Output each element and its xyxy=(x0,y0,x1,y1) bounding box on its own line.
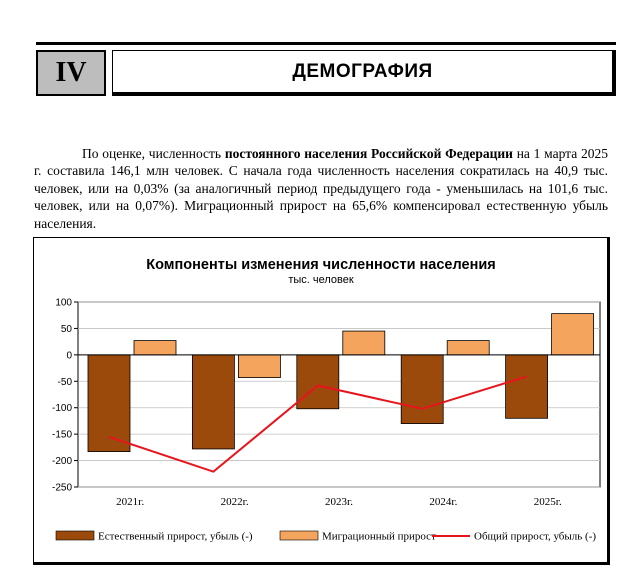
section-title: ДЕМОГРАФИЯ xyxy=(112,50,616,96)
intro-text-start: По оценке, численность xyxy=(82,145,225,161)
x-category-label: 2023г. xyxy=(324,496,354,508)
legend-label-natural: Естественный прирост, убыль (-) xyxy=(98,530,253,543)
y-tick-label: -100 xyxy=(51,403,72,415)
y-tick-label: -50 xyxy=(57,376,72,388)
x-category-label: 2022г. xyxy=(220,496,249,508)
top-rule xyxy=(36,42,616,45)
intro-paragraph xyxy=(34,145,608,233)
chart-title: Компоненты изменения численности населения xyxy=(146,257,496,273)
intro-text-bold: постоянного населения Российской Федерации xyxy=(224,145,513,161)
y-tick-label: 50 xyxy=(60,323,72,335)
bar-natural-increase xyxy=(506,355,548,418)
legend-label-total: Общий прирост, убыль (-) xyxy=(474,530,597,543)
chart-frame xyxy=(33,237,610,565)
bar-migration-increase xyxy=(134,341,176,355)
y-tick-label: -200 xyxy=(51,456,72,468)
bar-natural-increase xyxy=(192,355,234,449)
legend-label-migration: Миграционный прирост xyxy=(322,530,436,543)
legend-swatch-migration xyxy=(280,531,318,540)
bar-natural-increase xyxy=(401,355,443,424)
y-tick-label: -150 xyxy=(51,429,72,441)
section-header xyxy=(36,50,616,98)
legend-swatch-natural xyxy=(56,531,94,540)
bar-migration-increase xyxy=(552,314,594,355)
population-components-chart xyxy=(34,238,608,563)
chart-subtitle: тыс. человек xyxy=(288,274,354,286)
bar-natural-increase xyxy=(297,355,339,409)
y-tick-label: -250 xyxy=(51,482,72,494)
y-tick-label: 0 xyxy=(66,350,72,362)
y-tick-label: 100 xyxy=(55,297,72,309)
bar-migration-increase xyxy=(343,331,385,355)
x-category-label: 2024г. xyxy=(429,496,458,508)
bar-migration-increase xyxy=(447,341,489,355)
x-category-label: 2025г. xyxy=(533,496,562,508)
intro-text-end: на 1 марта 2025 г. составила 146,1 млн человек. С начала года численность населения сократилась на 40,9 тыс. человек, или на 0,03% (за аналогичный период предыдущего года - уменьшилась на 101,6 тыс. человек, или на 0,07%). Миграционный прирост на 65,6% компенсировал естественную убыль населения. xyxy=(34,145,608,231)
x-category-label: 2021г. xyxy=(116,496,145,508)
bar-migration-increase xyxy=(238,355,280,378)
section-number: IV xyxy=(36,50,106,96)
